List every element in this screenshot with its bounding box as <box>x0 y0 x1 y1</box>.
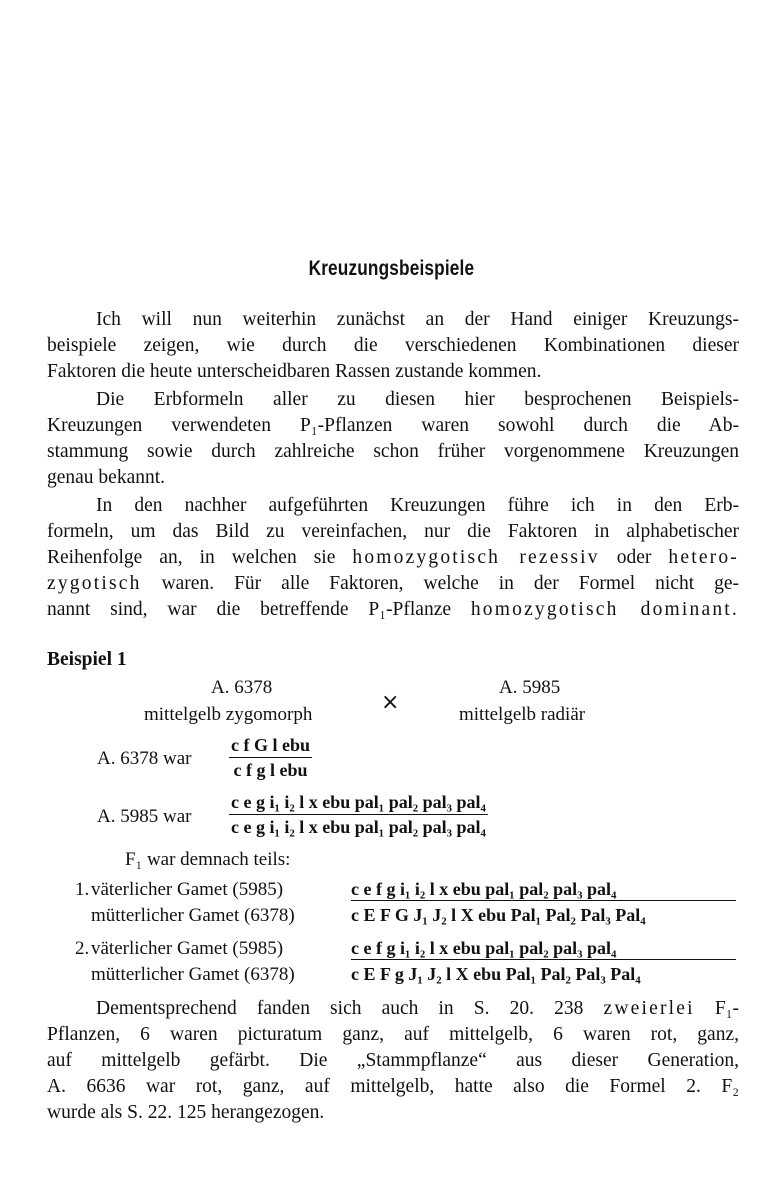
paragraph-3-line-5 <box>47 597 739 623</box>
paragraph-2-line-1: Die Erbformeln aller zu diesen hier besprochenen Beispiels- <box>96 389 739 410</box>
paragraph-4-line-3: auf mittelgelb gefärbt. Die „Stammpflanze“ aus dieser Generation, <box>47 1050 739 1071</box>
paragraph-3-line-3-part-a: Reihenfolge an, in welchen sie <box>47 547 336 568</box>
f1-intro: F₁ war demnach teils: <box>125 849 291 870</box>
gamete-2-paternal-label: väterlicher Gamet (5985) <box>91 938 284 959</box>
gamete-1-maternal-label: mütterlicher Gamet (6378) <box>91 905 295 926</box>
paragraph-4-line-5: wurde als S. 22. 125 herangezogen. <box>47 1102 325 1123</box>
paragraph-2-line-4: genau bekannt. <box>47 467 166 488</box>
section-heading: Kreuzungsbeispiele <box>308 257 475 280</box>
formula-2-fraction <box>229 791 488 838</box>
paragraph-4-line-1 <box>96 996 739 1022</box>
parent-left-description: mittelgelb zygomorph <box>144 704 313 725</box>
gamete-2-maternal-label: mütterlicher Gamet (6378) <box>91 964 295 985</box>
paragraph-2-line-2: Kreuzungen verwendeten P₁-Pflanzen waren sowohl durch die Ab- <box>47 415 739 436</box>
formula-2-label: A. 5985 war <box>97 806 192 827</box>
emphasis-hetero: hetero- <box>668 547 740 568</box>
paragraph-3-line-3 <box>47 545 739 571</box>
paragraph-3-line-1: In den nachher aufgeführten Kreuzungen führe ich in den Erb- <box>96 495 739 516</box>
parent-right-description: mittelgelb radiär <box>459 704 586 725</box>
gamete-2-maternal-formula: c E F g J₁ J₂ l X ebu Pal₁ Pal₂ Pal₃ Pal₄ <box>351 964 641 984</box>
formula-1-denominator: c f g l ebu <box>233 760 308 780</box>
paragraph-4-line-1-part-c: F₁- <box>714 998 740 1019</box>
parent-left-id: A. 6378 <box>211 677 273 698</box>
formula-2-denominator: c e g i₁ i₂ l x ebu pal₁ pal₂ pal₃ pal₄ <box>231 817 486 837</box>
paragraph-3-line-2: formeln, um das Bild zu vereinfachen, nur die Faktoren in alphabetischer <box>47 521 739 542</box>
paragraph-1-line-1: Ich will nun weiterhin zunächst an der Hand einiger Kreuzungs- <box>96 309 739 330</box>
paragraph-2-line-3: stammung sowie durch zahlreiche schon früher vorgenommene Kreuzungen <box>47 441 739 462</box>
gamete-1-paternal-label: väterlicher Gamet (5985) <box>91 879 284 900</box>
paragraph-1-line-3: Faktoren die heute unterscheidbaren Rassen zustande kommen. <box>47 361 542 382</box>
emphasis-homozygotisch-dominant: homozygotisch dominant. <box>470 599 739 620</box>
parent-right-id: A. 5985 <box>499 677 561 698</box>
formula-1-fraction <box>229 734 312 781</box>
gamete-1-number: 1. <box>75 879 90 900</box>
example-label: Beispiel 1 <box>47 649 127 670</box>
cross-symbol: × <box>381 690 400 715</box>
paragraph-4-line-4: A. 6636 war rot, ganz, auf mittelgelb, hatte also die Formel 2. F₂ <box>47 1076 739 1097</box>
emphasis-zygotisch: zygotisch <box>47 573 142 594</box>
gamete-2-number: 2. <box>75 938 90 959</box>
gamete-1-maternal-formula: c E F G J₁ J₂ l X ebu Pal₁ Pal₂ Pal₃ Pal₄ <box>351 905 646 925</box>
paragraph-1-line-2: beispiele zeigen, wie durch die verschiedenen Kombinationen dieser <box>47 335 739 356</box>
gamete-2-paternal-formula: c e f g i₁ i₂ l x ebu pal₁ pal₂ pal₃ pal₄ <box>351 938 736 960</box>
gamete-1-paternal-formula: c e f g i₁ i₂ l x ebu pal₁ pal₂ pal₃ pal₄ <box>351 879 736 901</box>
emphasis-homozygotisch-rezessiv: homozygotisch rezessiv <box>352 547 600 568</box>
paragraph-3-line-5-part-a: nannt sind, war die betreffende P₁-Pflanze <box>47 599 452 620</box>
formula-1-label: A. 6378 war <box>97 748 192 769</box>
paragraph-4-line-2: Pflanzen, 6 waren picturatum ganz, auf mittelgelb, 6 waren rot, ganz, <box>47 1024 739 1045</box>
formula-1-numerator: c f G l ebu <box>229 734 312 758</box>
formula-2-numerator: c e g i₁ i₂ l x ebu pal₁ pal₂ pal₃ pal₄ <box>229 791 488 815</box>
paragraph-3-line-4 <box>47 571 739 597</box>
paragraph-3-line-3-part-c: oder <box>616 547 652 568</box>
emphasis-zweierlei: zweierlei <box>603 998 695 1019</box>
paragraph-4-line-1-part-a: Dementsprechend fanden sich auch in S. 20. 238 <box>96 998 584 1019</box>
paragraph-3-line-4-part-b: waren. Für alle Faktoren, welche in der Formel nicht ge- <box>161 573 740 594</box>
